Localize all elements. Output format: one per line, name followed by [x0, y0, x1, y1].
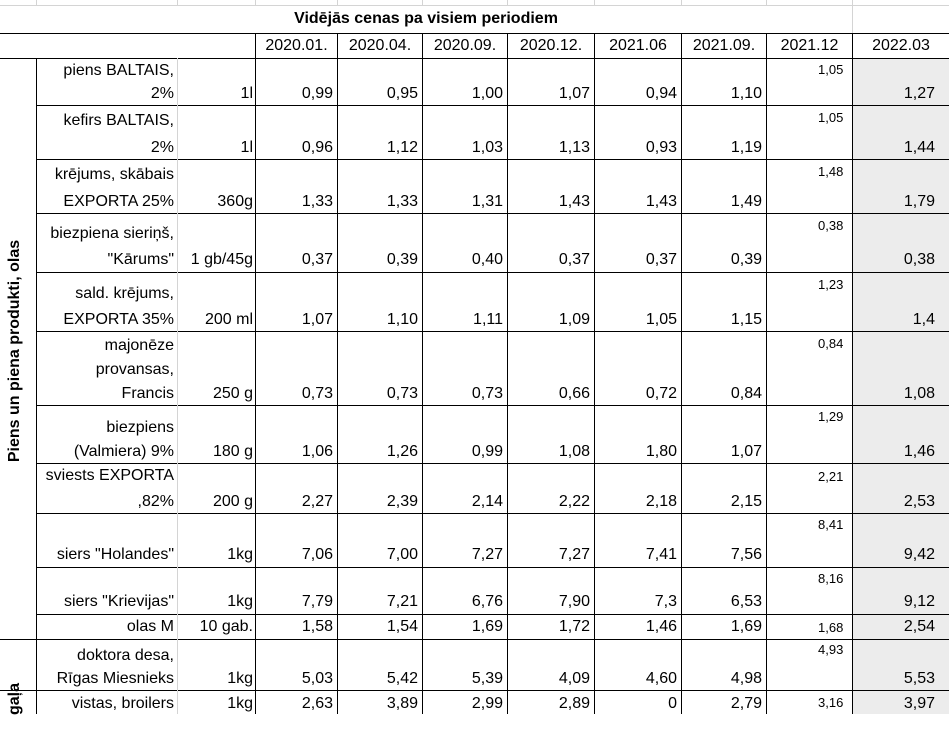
price-cell: 1,46 — [645, 618, 677, 635]
unit: 180 g — [212, 443, 253, 460]
table-title: Vidējās cenas pa visiem periodiem — [294, 10, 558, 27]
price-cell: 1,80 — [645, 443, 677, 460]
price-cell: 7,27 — [558, 546, 590, 563]
price-cell: 3,16 — [818, 695, 844, 710]
price-cell: 1,49 — [730, 193, 762, 210]
unit: 250 g — [212, 385, 253, 402]
price-cell: 1,09 — [558, 311, 590, 328]
price-cell: 0,40 — [471, 251, 503, 268]
price-cell: 1,08 — [903, 385, 935, 402]
product-name: biezpiena sieriņš, — [50, 225, 174, 242]
price-cell: 4,60 — [645, 670, 677, 687]
header-period[interactable]: 2021.12 — [780, 37, 839, 54]
header-period[interactable]: 2020.12. — [519, 37, 583, 54]
product-name: majonēze — [104, 337, 174, 354]
price-cell: 0,66 — [558, 385, 590, 402]
unit: 1l — [240, 139, 253, 156]
price-cell: 5,42 — [386, 670, 418, 687]
price-cell: 3,89 — [386, 695, 418, 712]
header-period[interactable]: 2022.03 — [872, 37, 930, 54]
price-cell: 0,94 — [645, 85, 677, 102]
price-cell: 0,73 — [471, 385, 503, 402]
price-cell: 1,33 — [386, 193, 418, 210]
header-period[interactable]: 2021.06 — [609, 37, 667, 54]
price-cell: 0,38 — [903, 251, 935, 268]
price-cell: 1,05 — [645, 311, 677, 328]
product-name: siers "Krievijas" — [63, 593, 174, 610]
price-cell: 8,41 — [818, 517, 844, 532]
price-cell: 2,63 — [301, 695, 333, 712]
product-name: olas M — [126, 618, 174, 635]
price-cell: 2,21 — [818, 469, 844, 484]
price-cell: 7,27 — [471, 546, 503, 563]
product-name: doktora desa, — [77, 647, 174, 664]
product-name: piens BALTAIS, — [63, 62, 174, 79]
price-cell: 2,14 — [471, 493, 503, 510]
price-cell: 1,54 — [386, 618, 418, 635]
price-cell: 1,48 — [818, 164, 844, 179]
price-cell: 1,79 — [903, 193, 935, 210]
price-cell: 1,44 — [903, 139, 935, 156]
product-name: krējums, skābais — [54, 166, 174, 183]
price-cell: 1,69 — [471, 618, 503, 635]
price-cell: 7,00 — [386, 546, 418, 563]
unit: 1kg — [227, 695, 253, 712]
product-name: 2% — [150, 85, 174, 102]
price-cell: 2,99 — [471, 695, 503, 712]
unit: 10 gab. — [199, 618, 253, 635]
product-name: kefirs BALTAIS, — [63, 112, 174, 129]
price-cell: 4,09 — [558, 670, 590, 687]
price-cell: 7,3 — [654, 593, 677, 610]
price-cell: 1,33 — [301, 193, 333, 210]
price-cell: 1,00 — [471, 85, 503, 102]
price-cell: 1,06 — [301, 443, 333, 460]
header-period[interactable]: 2021.09. — [692, 37, 756, 54]
price-cell: 1,68 — [818, 620, 844, 635]
price-cell: 2,89 — [558, 695, 590, 712]
price-cell: 2,39 — [386, 493, 418, 510]
price-cell: 6,53 — [730, 593, 762, 610]
price-cell: 0,39 — [730, 251, 762, 268]
price-cell: 1,46 — [903, 443, 935, 460]
product-name: Francis — [121, 385, 174, 402]
price-cell: 7,79 — [301, 593, 333, 610]
price-cell: 8,16 — [818, 571, 844, 586]
price-cell: 5,53 — [903, 670, 935, 687]
price-cell: 0,84 — [818, 336, 844, 351]
product-name: 2% — [150, 139, 174, 156]
price-cell: 2,18 — [645, 493, 677, 510]
price-cell: 1,07 — [730, 443, 762, 460]
price-cell: 7,41 — [645, 546, 677, 563]
price-cell: 1,27 — [903, 85, 935, 102]
price-cell: 9,12 — [903, 593, 935, 610]
product-name: provansas, — [95, 361, 174, 378]
product-name: "Kārums" — [107, 251, 174, 268]
price-cell: 7,56 — [730, 546, 762, 563]
product-name: EXPORTA 25% — [63, 193, 174, 210]
product-name: EXPORTA 35% — [63, 311, 174, 328]
price-cell: 7,06 — [301, 546, 333, 563]
price-cell: 1,29 — [818, 409, 844, 424]
price-cell: 7,21 — [386, 593, 418, 610]
product-name: vistas, broilers — [71, 695, 174, 712]
price-cell: 1,43 — [645, 193, 677, 210]
price-cell: 1,12 — [386, 139, 418, 156]
price-cell: 0,99 — [471, 443, 503, 460]
price-cell: 0,99 — [301, 85, 333, 102]
product-name: sald. krējums, — [75, 285, 174, 302]
price-cell: 2,27 — [301, 493, 333, 510]
price-cell: 0,84 — [730, 385, 762, 402]
price-cell: 1,23 — [818, 277, 844, 292]
price-cell: 1,4 — [912, 311, 935, 328]
price-cell: 2,53 — [903, 493, 935, 510]
price-cell: 1,15 — [730, 311, 762, 328]
price-cell: 5,03 — [301, 670, 333, 687]
price-cell: 0,73 — [386, 385, 418, 402]
price-cell: 1,05 — [818, 62, 844, 77]
unit: 1l — [240, 85, 253, 102]
price-cell: 4,98 — [730, 670, 762, 687]
price-cell: 2,79 — [730, 695, 762, 712]
group-label-meat: gaļa — [6, 683, 23, 716]
price-cell: 9,42 — [903, 546, 935, 563]
price-cell: 0,37 — [558, 251, 590, 268]
price-cell: 1,07 — [301, 311, 333, 328]
unit: 1kg — [227, 670, 253, 687]
group-label-dairy: Piens un piena produkti, olas — [6, 239, 23, 463]
price-cell: 0,39 — [386, 251, 418, 268]
unit: 1kg — [227, 546, 253, 563]
unit: 1kg — [227, 593, 253, 610]
price-cell: 3,97 — [903, 695, 935, 712]
product-name: (Valmiera) 9% — [73, 443, 174, 460]
price-cell: 0,38 — [818, 218, 844, 233]
price-cell: 1,07 — [558, 85, 590, 102]
price-cell: 4,93 — [818, 642, 844, 657]
price-cell: 2,15 — [730, 493, 762, 510]
price-cell: 7,90 — [558, 593, 590, 610]
price-cell: 1,13 — [558, 139, 590, 156]
header-period[interactable]: 2020.01. — [265, 37, 328, 54]
price-cell: 1,05 — [818, 110, 844, 125]
price-cell: 0,93 — [645, 139, 677, 156]
unit: 200 ml — [204, 311, 253, 328]
price-cell: 0,37 — [645, 251, 677, 268]
unit: 200 g — [212, 493, 253, 510]
header-period[interactable]: 2020.04. — [348, 37, 412, 54]
price-cell: 1,43 — [558, 193, 590, 210]
product-name: biezpiens — [106, 419, 174, 436]
product-name: siers "Holandes" — [56, 546, 174, 563]
price-cell: 1,31 — [471, 193, 503, 210]
price-cell: 1,69 — [730, 618, 762, 635]
price-cell: 1,10 — [386, 311, 418, 328]
header-period[interactable]: 2020.09. — [433, 37, 497, 54]
product-name: sviests EXPORTA — [45, 467, 174, 484]
unit: 1 gb/45g — [190, 251, 253, 268]
price-cell: 1,19 — [730, 139, 762, 156]
price-cell: 1,03 — [471, 139, 503, 156]
price-cell: 1,26 — [386, 443, 418, 460]
price-cell: 0,72 — [645, 385, 677, 402]
price-cell: 0 — [668, 695, 677, 712]
price-cell: 2,22 — [558, 493, 590, 510]
product-name: ,82% — [137, 493, 174, 510]
price-cell: 2,54 — [903, 618, 935, 635]
price-cell: 1,10 — [730, 85, 762, 102]
product-name: Rīgas Miesnieks — [56, 670, 174, 687]
price-cell: 1,58 — [301, 618, 333, 635]
price-cell: 5,39 — [471, 670, 503, 687]
price-cell: 1,08 — [558, 443, 590, 460]
unit: 360g — [217, 193, 253, 210]
price-cell: 0,73 — [301, 385, 333, 402]
price-cell: 0,37 — [301, 251, 333, 268]
price-cell: 0,96 — [301, 139, 333, 156]
price-cell: 1,11 — [473, 311, 503, 328]
price-cell: 0,95 — [386, 85, 418, 102]
price-cell: 1,72 — [558, 618, 590, 635]
price-cell: 6,76 — [471, 593, 503, 610]
